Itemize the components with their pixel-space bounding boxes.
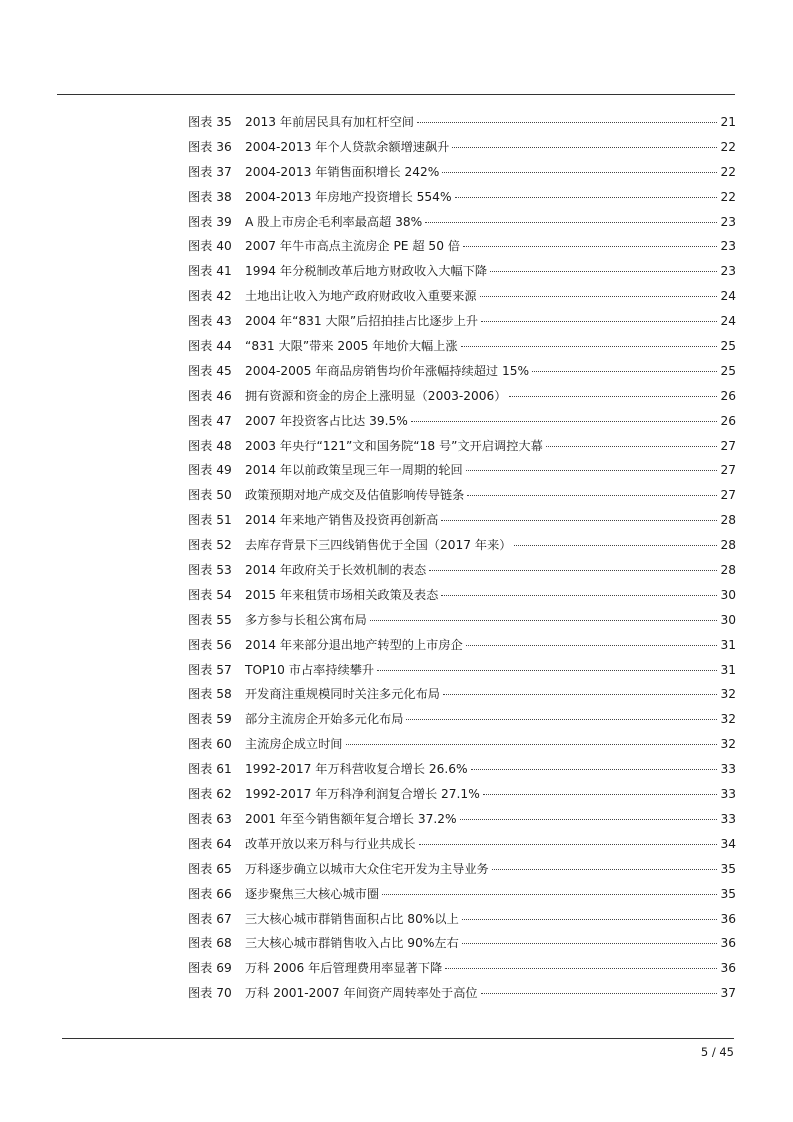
- toc-entry[interactable]: [188, 910, 736, 935]
- figure-page-number: 28: [720, 538, 736, 553]
- figure-label: 图表 52: [188, 538, 232, 553]
- figure-page-number: 27: [720, 438, 736, 453]
- figure-label: 图表 63: [188, 811, 232, 826]
- figure-label: 图表 53: [188, 563, 232, 578]
- footer-rule: [62, 1038, 734, 1039]
- dot-leader: [445, 968, 717, 969]
- figure-page-number: 27: [720, 463, 736, 478]
- figure-label: 图表 70: [188, 986, 232, 1001]
- figure-page-number: 31: [720, 662, 736, 677]
- dot-leader: [461, 346, 718, 347]
- figure-label: 图表 59: [188, 712, 232, 727]
- dot-leader: [466, 470, 718, 471]
- toc-entry[interactable]: [188, 163, 736, 188]
- dot-leader: [442, 172, 717, 173]
- dot-leader: [411, 421, 718, 422]
- figure-title: 万科逐步确立以城市大众住宅开发为主导业务: [245, 861, 489, 876]
- figure-label: 图表 37: [188, 164, 232, 179]
- dot-leader: [514, 545, 717, 546]
- figure-page-number: 32: [720, 687, 736, 702]
- figure-title: 2013 年前居民具有加杠杆空间: [245, 115, 414, 129]
- toc-entry[interactable]: [188, 835, 736, 860]
- toc-entry[interactable]: [188, 710, 736, 735]
- figure-label: 图表 43: [188, 314, 232, 329]
- figure-page-number: 36: [720, 936, 736, 951]
- figure-title: 部分主流房企开始多元化布局: [245, 712, 404, 727]
- toc-entry[interactable]: [188, 486, 736, 511]
- figure-page-number: 34: [720, 836, 736, 851]
- figure-label: 图表 56: [188, 637, 232, 652]
- figure-page-number: 35: [720, 861, 736, 876]
- dot-leader: [490, 271, 717, 272]
- figure-title: “831 大限”带来 2005 年地价大幅上涨: [245, 339, 458, 354]
- dot-leader: [463, 246, 717, 247]
- figure-page-number: 30: [720, 612, 736, 627]
- toc-entry[interactable]: [188, 113, 736, 138]
- figure-title: 主流房企成立时间: [245, 737, 343, 752]
- figure-page-number: 28: [720, 563, 736, 578]
- figure-page-number: 25: [720, 363, 736, 378]
- figure-label: 图表 58: [188, 687, 232, 702]
- figure-page-number: 22: [720, 189, 736, 204]
- figure-page-number: 33: [720, 762, 736, 777]
- figure-title: 逐步聚焦三大核心城市圈: [245, 886, 380, 901]
- dot-leader: [483, 794, 718, 795]
- dot-leader: [417, 122, 718, 123]
- toc-entry[interactable]: [188, 536, 736, 561]
- dot-leader: [406, 719, 717, 720]
- figure-label: 图表 51: [188, 513, 232, 528]
- toc-entry[interactable]: [188, 437, 736, 462]
- toc-entry[interactable]: [188, 959, 736, 984]
- toc-entry[interactable]: [188, 337, 736, 362]
- figure-title: 多方参与长租公寓布局: [245, 612, 367, 627]
- dot-leader: [467, 495, 717, 496]
- figure-title: 2004 年“831 大限”后招拍挂占比逐步上升: [245, 314, 479, 329]
- figure-label: 图表 67: [188, 911, 232, 926]
- figure-page-number: 30: [720, 587, 736, 602]
- dot-leader: [441, 595, 717, 596]
- dot-leader: [480, 296, 718, 297]
- toc-entry[interactable]: [188, 387, 736, 412]
- figure-title: 改革开放以来万科与行业共成长: [245, 836, 416, 851]
- toc-entry[interactable]: [188, 362, 736, 387]
- figure-title: 2004-2013 年销售面积增长 242%: [245, 164, 440, 179]
- figure-title: 2015 年来租赁市场相关政策及表态: [245, 587, 439, 602]
- dot-leader: [546, 446, 718, 447]
- toc-entry[interactable]: [188, 636, 736, 661]
- toc-entry[interactable]: [188, 511, 736, 536]
- toc-entry[interactable]: [188, 138, 736, 163]
- figure-title: 2007 年投资客占比达 39.5%: [245, 413, 408, 428]
- figure-title: 去库存背景下三四线销售优于全国（2017 年来）: [245, 538, 512, 553]
- toc-entry[interactable]: [188, 561, 736, 586]
- figure-label: 图表 61: [188, 762, 232, 777]
- figure-label: 图表 42: [188, 289, 232, 304]
- dot-leader: [460, 819, 718, 820]
- figure-title: 2007 年牛市高点主流房企 PE 超 50 倍: [245, 239, 461, 254]
- figure-page-number: 33: [720, 787, 736, 802]
- figure-page-number: 23: [720, 264, 736, 279]
- toc-entry[interactable]: [188, 262, 736, 287]
- figure-page-number: 21: [720, 115, 736, 129]
- figure-label: 图表 46: [188, 388, 232, 403]
- toc-entry[interactable]: [188, 412, 736, 437]
- figure-title: 土地出让收入为地产政府财政收入重要来源: [245, 289, 477, 304]
- figure-label: 图表 69: [188, 961, 232, 976]
- page-number: 5 / 45: [700, 1045, 734, 1059]
- toc-entry[interactable]: [188, 860, 736, 885]
- dot-leader: [462, 943, 718, 944]
- dot-leader: [443, 694, 717, 695]
- figure-label: 图表 45: [188, 363, 232, 378]
- dot-leader: [452, 147, 717, 148]
- toc-entry[interactable]: [188, 885, 736, 910]
- dot-leader: [532, 371, 717, 372]
- figure-title: 2014 年来地产销售及投资再创新高: [245, 513, 439, 528]
- figure-page-number: 24: [720, 314, 736, 329]
- dot-leader: [382, 894, 717, 895]
- dot-leader: [419, 844, 718, 845]
- figure-title: 万科 2006 年后管理费用率显著下降: [245, 961, 443, 976]
- toc-entry[interactable]: [188, 661, 736, 686]
- figure-label: 图表 64: [188, 836, 232, 851]
- figure-page-number: 27: [720, 488, 736, 503]
- figure-page-number: 26: [720, 388, 736, 403]
- figure-title: 2001 年至今销售额年复合增长 37.2%: [245, 811, 457, 826]
- figure-title: 拥有资源和资金的房企上涨明显（2003-2006）: [245, 388, 507, 403]
- figure-title: 2014 年政府关于长效机制的表态: [245, 563, 427, 578]
- figure-page-number: 26: [720, 413, 736, 428]
- figure-title: 2004-2013 年房地产投资增长 554%: [245, 189, 452, 204]
- figure-page-number: 24: [720, 289, 736, 304]
- figure-title: 1994 年分税制改革后地方财政收入大幅下降: [245, 264, 488, 279]
- figure-label: 图表 44: [188, 339, 232, 354]
- dot-leader: [492, 869, 718, 870]
- figure-label: 图表 41: [188, 264, 232, 279]
- dot-leader: [455, 197, 718, 198]
- figure-label: 图表 57: [188, 662, 232, 677]
- dot-leader: [429, 570, 717, 571]
- figure-title: 2003 年央行“121”文和国务院“18 号”文开启调控大幕: [245, 438, 543, 453]
- figure-label: 图表 68: [188, 936, 232, 951]
- figure-page-number: 23: [720, 239, 736, 254]
- table-of-figures: [188, 113, 736, 1009]
- toc-entry[interactable]: [188, 586, 736, 611]
- toc-entry[interactable]: [188, 312, 736, 337]
- figure-page-number: 36: [720, 961, 736, 976]
- dot-leader: [377, 670, 717, 671]
- dot-leader: [466, 645, 718, 646]
- toc-entry[interactable]: [188, 934, 736, 959]
- figure-title: 开发商注重规模同时关注多元化布局: [245, 687, 440, 702]
- dot-leader: [471, 769, 718, 770]
- figure-label: 图表 50: [188, 488, 232, 503]
- figure-page-number: 23: [720, 214, 736, 229]
- figure-page-number: 33: [720, 811, 736, 826]
- figure-page-number: 36: [720, 911, 736, 926]
- toc-entry[interactable]: [188, 984, 736, 1009]
- figure-label: 图表 47: [188, 413, 232, 428]
- figure-page-number: 31: [720, 637, 736, 652]
- dot-leader: [370, 620, 718, 621]
- figure-page-number: 32: [720, 712, 736, 727]
- figure-label: 图表 35: [188, 115, 232, 129]
- figure-label: 图表 48: [188, 438, 232, 453]
- figure-page-number: 35: [720, 886, 736, 901]
- header-rule: [57, 94, 735, 95]
- figure-title: 三大核心城市群销售收入占比 90%左右: [245, 936, 459, 951]
- figure-page-number: 32: [720, 737, 736, 752]
- dot-leader: [509, 396, 717, 397]
- figure-title: 2004-2005 年商品房销售均价年涨幅持续超过 15%: [245, 363, 530, 378]
- dot-leader: [346, 744, 718, 745]
- toc-entry[interactable]: [188, 760, 736, 785]
- dot-leader: [462, 919, 718, 920]
- figure-page-number: 28: [720, 513, 736, 528]
- toc-entry[interactable]: [188, 785, 736, 810]
- figure-title: A 股上市房企毛利率最高超 38%: [245, 214, 423, 229]
- figure-label: 图表 60: [188, 737, 232, 752]
- figure-label: 图表 39: [188, 214, 232, 229]
- figure-title: 2014 年来部分退出地产转型的上市房企: [245, 637, 463, 652]
- figure-page-number: 25: [720, 339, 736, 354]
- toc-entry[interactable]: [188, 611, 736, 636]
- toc-entry[interactable]: [188, 735, 736, 760]
- toc-entry[interactable]: [188, 461, 736, 486]
- toc-entry[interactable]: [188, 287, 736, 312]
- figure-title: 1992-2017 年万科营收复合增长 26.6%: [245, 762, 468, 777]
- figure-page-number: 22: [720, 164, 736, 179]
- figure-label: 图表 40: [188, 239, 232, 254]
- dot-leader: [441, 520, 717, 521]
- dot-leader: [481, 993, 718, 994]
- toc-entry[interactable]: [188, 237, 736, 262]
- figure-label: 图表 66: [188, 886, 232, 901]
- figure-title: 1992-2017 年万科净利润复合增长 27.1%: [245, 787, 480, 802]
- toc-entry[interactable]: [188, 810, 736, 835]
- figure-title: 2004-2013 年个人贷款余额增速飙升: [245, 139, 450, 154]
- dot-leader: [481, 321, 717, 322]
- figure-label: 图表 49: [188, 463, 232, 478]
- figure-title: 2014 年以前政策呈现三年一周期的轮回: [245, 463, 463, 478]
- dot-leader: [425, 222, 717, 223]
- toc-entry[interactable]: [188, 685, 736, 710]
- figure-label: 图表 36: [188, 139, 232, 154]
- figure-label: 图表 55: [188, 612, 232, 627]
- figure-page-number: 22: [720, 139, 736, 154]
- figure-label: 图表 38: [188, 189, 232, 204]
- figure-title: 三大核心城市群销售面积占比 80%以上: [245, 911, 459, 926]
- figure-label: 图表 65: [188, 861, 232, 876]
- figure-title: TOP10 市占率持续攀升: [245, 662, 375, 677]
- toc-entry[interactable]: [188, 213, 736, 238]
- figure-label: 图表 62: [188, 787, 232, 802]
- figure-title: 政策预期对地产成交及估值影响传导链条: [245, 488, 465, 503]
- figure-page-number: 37: [720, 986, 736, 1001]
- toc-entry[interactable]: [188, 188, 736, 213]
- figure-label: 图表 54: [188, 587, 232, 602]
- figure-title: 万科 2001-2007 年间资产周转率处于高位: [245, 986, 478, 1001]
